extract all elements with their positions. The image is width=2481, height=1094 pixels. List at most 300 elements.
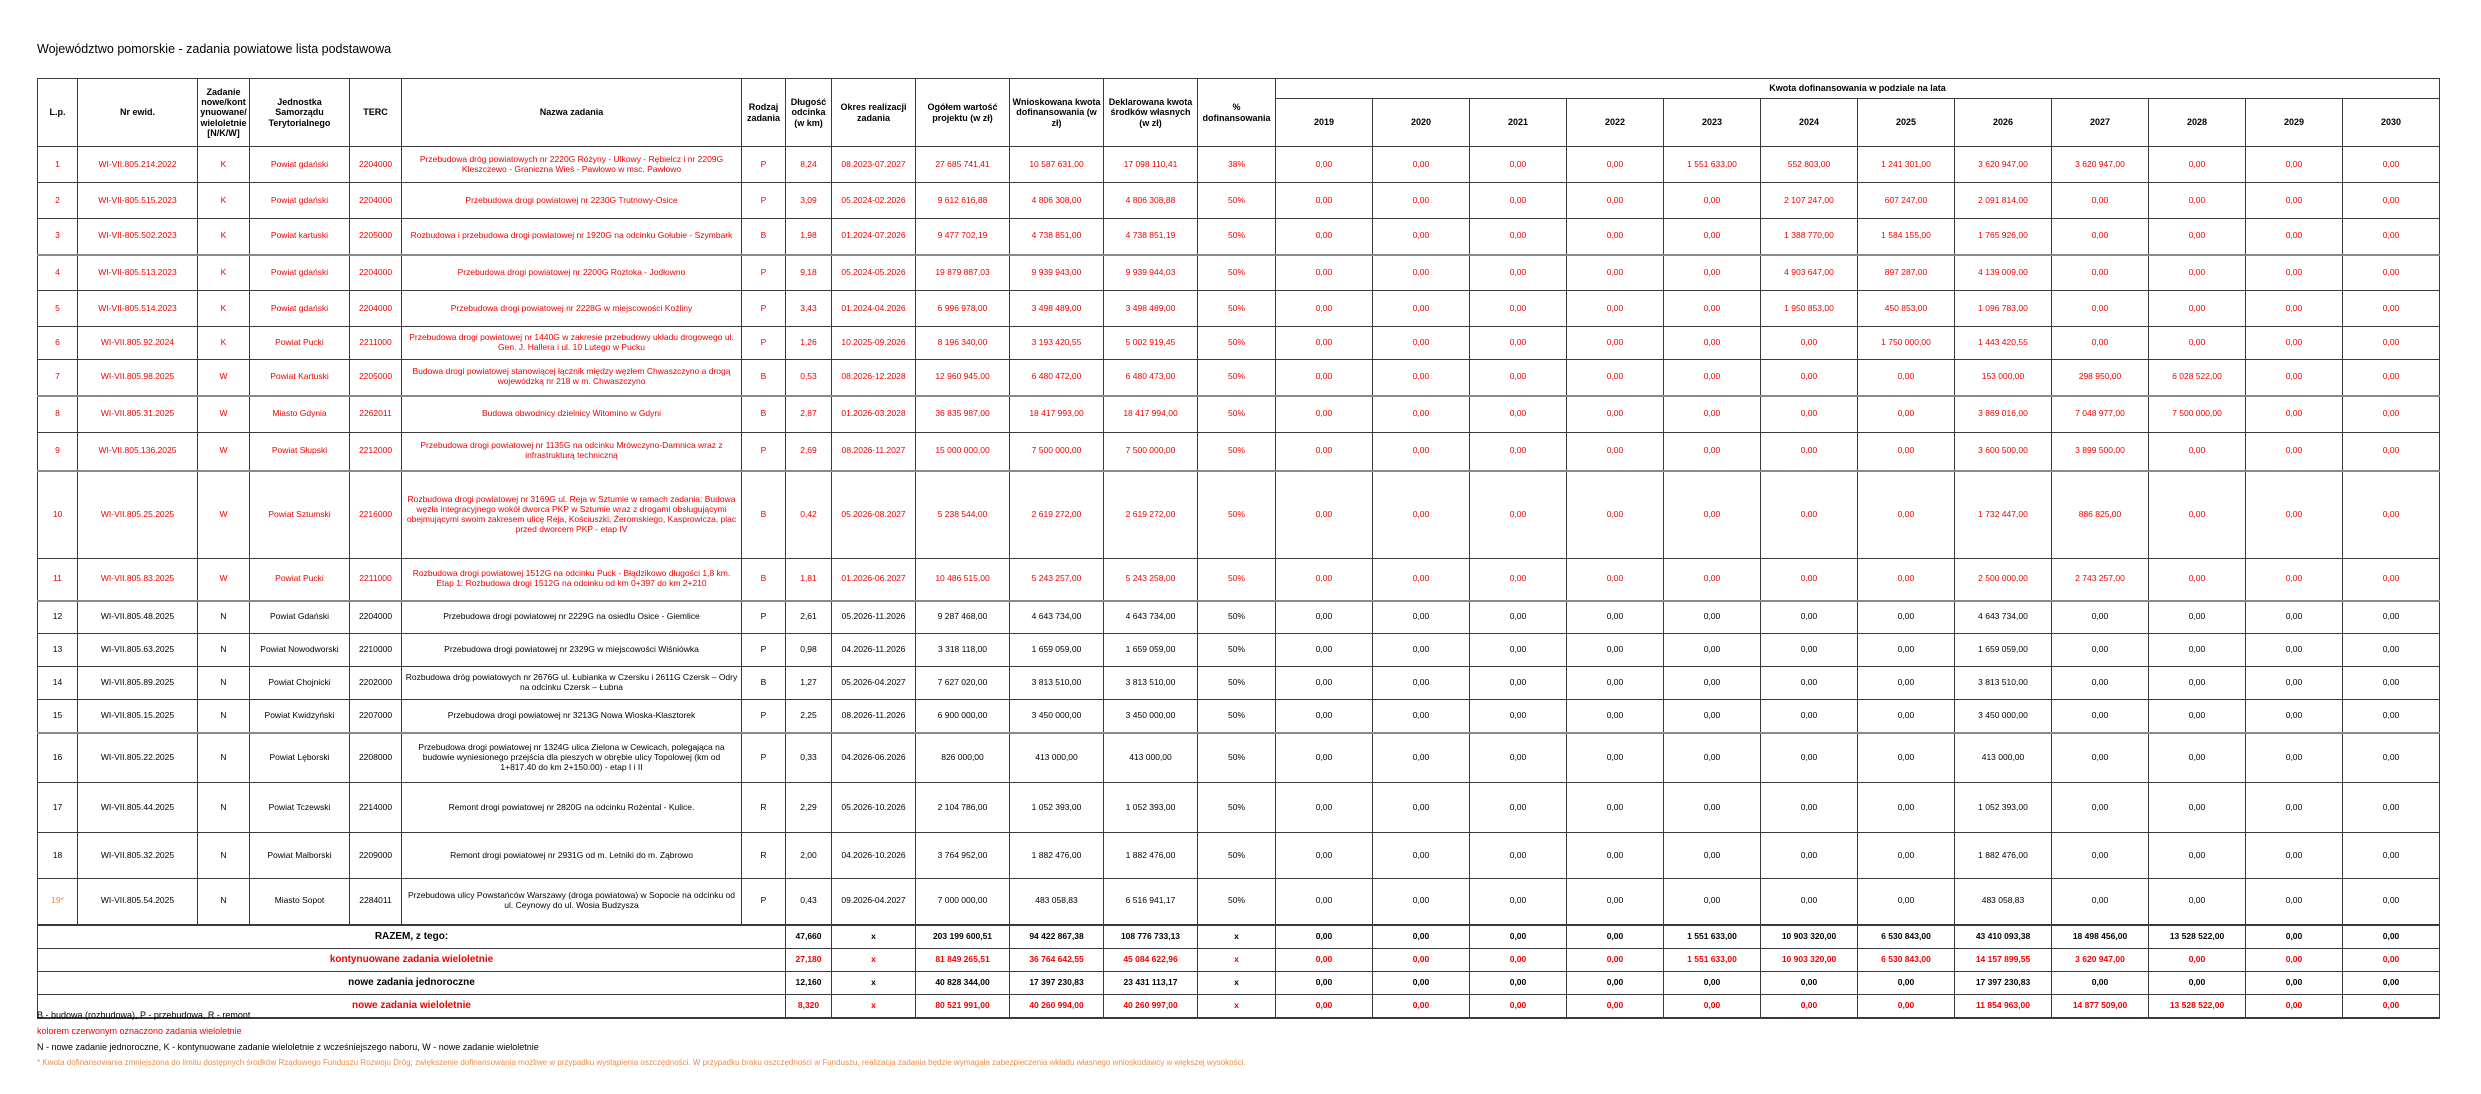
cell-year-2026: 1 052 393,00 <box>1955 783 2052 833</box>
cell-length: 9,18 <box>786 255 832 291</box>
cell-own-funds: 1 052 393,00 <box>1104 783 1198 833</box>
cell-total-value: 40 828 344,00 <box>916 971 1010 994</box>
table-row <box>38 255 2440 291</box>
table-row <box>38 433 2440 471</box>
cell-year-2023: 0,00 <box>1664 255 1761 291</box>
cell-jst: Powiat Nowodworski <box>250 634 350 667</box>
cell-period: 08.2026-11.2026 <box>832 700 916 733</box>
cell-year-2022: 0,00 <box>1567 733 1664 783</box>
cell-requested-funding: 4 806 308,00 <box>1010 183 1104 219</box>
cell-total-value: 81 849 265,51 <box>916 948 1010 971</box>
cell-year-2023: 0,00 <box>1664 291 1761 327</box>
cell-task-name: Remont drogi powiatowej nr 2820G na odcinku Rożental - Kulice. <box>402 783 742 833</box>
cell-length: 2,00 <box>786 833 832 879</box>
cell-funding-pct: 50% <box>1198 183 1276 219</box>
cell-year-2030: 0,00 <box>2343 219 2440 255</box>
cell-year-2019: 0,00 <box>1276 255 1373 291</box>
table-row <box>38 601 2440 634</box>
col-header-task-kind: Rodzaj zadania <box>742 79 786 147</box>
cell-total-value: 10 486 515,00 <box>916 559 1010 601</box>
cell-year-2026: 153 000,00 <box>1955 360 2052 396</box>
cell-year-2026: 3 600 500,00 <box>1955 433 2052 471</box>
cell-year-2023: 0,00 <box>1664 733 1761 783</box>
cell-terc: 2212000 <box>350 433 402 471</box>
cell-year-2029: 0,00 <box>2246 219 2343 255</box>
cell-year-2028: 0,00 <box>2149 971 2246 994</box>
cell-year-2019: 0,00 <box>1276 994 1373 1018</box>
cell-total-value: 27 685 741,41 <box>916 147 1010 183</box>
cell-year-2025: 0,00 <box>1858 733 1955 783</box>
cell-year-2027: 2 743 257,00 <box>2052 559 2149 601</box>
cell-year-2028: 13 528 522,00 <box>2149 925 2246 949</box>
cell-year-2028: 0,00 <box>2149 879 2246 925</box>
cell-year-2020: 0,00 <box>1373 601 1470 634</box>
cell-year-2025: 0,00 <box>1858 559 1955 601</box>
cell-requested-funding: 4 738 851,00 <box>1010 219 1104 255</box>
col-header-terc: TERC <box>350 79 402 147</box>
col-header-year-2022: 2022 <box>1567 99 1664 147</box>
cell-task-name: Przebudowa drogi powiatowej nr 3213G Nowa Wioska-Klasztorek <box>402 700 742 733</box>
col-header-funding-pct: % dofinansowania <box>1198 79 1276 147</box>
cell-task-kind: P <box>742 327 786 360</box>
table-row <box>38 733 2440 783</box>
cell-period: 05.2026-11.2026 <box>832 601 916 634</box>
cell-total-value: 5 238 544,00 <box>916 471 1010 559</box>
cell-year-2026: 483 058,83 <box>1955 879 2052 925</box>
summary-label: nowe zadania jednoroczne <box>38 971 786 994</box>
cell-period: 04.2026-06.2026 <box>832 733 916 783</box>
cell-task-name: Przebudowa drogi powiatowej nr 2200G Roztoka - Jodłowno <box>402 255 742 291</box>
cell-lp: 9 <box>38 433 78 471</box>
cell-year-2019: 0,00 <box>1276 183 1373 219</box>
cell-year-2019: 0,00 <box>1276 667 1373 700</box>
cell-year-2019: 0,00 <box>1276 733 1373 783</box>
cell-jst: Powiat Pucki <box>250 559 350 601</box>
cell-year-2028: 0,00 <box>2149 559 2246 601</box>
cell-year-2026: 4 643 734,00 <box>1955 601 2052 634</box>
cell-requested-funding: 2 619 272,00 <box>1010 471 1104 559</box>
cell-own-funds: 17 098 110,41 <box>1104 147 1198 183</box>
cell-year-2027: 0,00 <box>2052 327 2149 360</box>
cell-year-2027: 0,00 <box>2052 783 2149 833</box>
cell-total-value: 12 960 945,00 <box>916 360 1010 396</box>
cell-nkw: W <box>198 360 250 396</box>
table-row <box>38 667 2440 700</box>
col-header-nkw: Zadanie nowe/kontynuowane/wieloletnie [N/K/W] <box>198 79 250 147</box>
summary-label: kontynuowane zadania wieloletnie <box>38 948 786 971</box>
cell-year-2028: 0,00 <box>2149 634 2246 667</box>
cell-year-2025: 6 530 843,00 <box>1858 948 1955 971</box>
cell-period: 05.2026-08.2027 <box>832 471 916 559</box>
cell-funding-pct: 50% <box>1198 291 1276 327</box>
cell-year-2019: 0,00 <box>1276 219 1373 255</box>
cell-requested-funding: 483 058,83 <box>1010 879 1104 925</box>
cell-period: x <box>832 948 916 971</box>
cell-ewid: WI-VII.805.98.2025 <box>78 360 198 396</box>
cell-own-funds: 18 417 994,00 <box>1104 396 1198 433</box>
cell-length: 8,24 <box>786 147 832 183</box>
cell-year-2019: 0,00 <box>1276 601 1373 634</box>
cell-period: 05.2026-10.2026 <box>832 783 916 833</box>
cell-year-2024: 1 950 853,00 <box>1761 291 1858 327</box>
cell-year-2029: 0,00 <box>2246 783 2343 833</box>
cell-year-2030: 0,00 <box>2343 971 2440 994</box>
cell-year-2022: 0,00 <box>1567 396 1664 433</box>
cell-year-2020: 0,00 <box>1373 879 1470 925</box>
summary-row <box>38 971 2440 994</box>
table-row <box>38 183 2440 219</box>
cell-length: 2,61 <box>786 601 832 634</box>
cell-year-2021: 0,00 <box>1470 327 1567 360</box>
cell-year-2021: 0,00 <box>1470 634 1567 667</box>
cell-year-2021: 0,00 <box>1470 183 1567 219</box>
cell-jst: Powiat gdański <box>250 255 350 291</box>
cell-year-2021: 0,00 <box>1470 667 1567 700</box>
table-row <box>38 700 2440 733</box>
cell-year-2026: 3 450 000,00 <box>1955 700 2052 733</box>
cell-year-2026: 3 620 947,00 <box>1955 147 2052 183</box>
col-header-year-2024: 2024 <box>1761 99 1858 147</box>
cell-task-name: Przebudowa drogi powiatowej nr 2329G w miejscowości Wiśniówka <box>402 634 742 667</box>
cell-year-2022: 0,00 <box>1567 833 1664 879</box>
cell-year-2024: 4 903 647,00 <box>1761 255 1858 291</box>
footnote-1: B - budowa (rozbudowa), P - przebudowa, R - remont <box>37 1010 251 1020</box>
cell-task-kind: P <box>742 634 786 667</box>
cell-year-2022: 0,00 <box>1567 601 1664 634</box>
cell-year-2027: 0,00 <box>2052 291 2149 327</box>
cell-year-2024: 2 107 247,00 <box>1761 183 1858 219</box>
cell-year-2029: 0,00 <box>2246 925 2343 949</box>
cell-task-kind: P <box>742 733 786 783</box>
cell-nkw: N <box>198 733 250 783</box>
cell-funding-pct: x <box>1198 925 1276 949</box>
cell-jst: Miasto Sopot <box>250 879 350 925</box>
cell-own-funds: 23 431 113,17 <box>1104 971 1198 994</box>
cell-year-2029: 0,00 <box>2246 833 2343 879</box>
cell-year-2019: 0,00 <box>1276 147 1373 183</box>
cell-requested-funding: 4 643 734,00 <box>1010 601 1104 634</box>
cell-own-funds: 6 516 941,17 <box>1104 879 1198 925</box>
cell-own-funds: 9 939 944,03 <box>1104 255 1198 291</box>
cell-year-2030: 0,00 <box>2343 360 2440 396</box>
cell-own-funds: 3 813 510,00 <box>1104 667 1198 700</box>
cell-ewid: WI-VII.805.89.2025 <box>78 667 198 700</box>
cell-year-2022: 0,00 <box>1567 147 1664 183</box>
cell-lp: 14 <box>38 667 78 700</box>
cell-year-2020: 0,00 <box>1373 971 1470 994</box>
cell-task-name: Przebudowa drogi powiatowej nr 1135G na odcinku Mrówczyno-Damnica wraz z infrastrukturą techniczną <box>402 433 742 471</box>
cell-own-funds: 4 806 308,88 <box>1104 183 1198 219</box>
cell-year-2020: 0,00 <box>1373 833 1470 879</box>
cell-period: 08.2023-07.2027 <box>832 147 916 183</box>
cell-ewid: WI-VII.805.22.2025 <box>78 733 198 783</box>
cell-year-2020: 0,00 <box>1373 783 1470 833</box>
cell-requested-funding: 3 450 000,00 <box>1010 700 1104 733</box>
cell-year-2027: 0,00 <box>2052 733 2149 783</box>
cell-year-2026: 14 157 899,55 <box>1955 948 2052 971</box>
cell-year-2026: 413 000,00 <box>1955 733 2052 783</box>
table-row <box>38 833 2440 879</box>
footnote-2: kolorem czerwonym oznaczono zadania wieloletnie <box>37 1026 242 1036</box>
cell-year-2022: 0,00 <box>1567 183 1664 219</box>
col-header-year-2026: 2026 <box>1955 99 2052 147</box>
cell-year-2026: 4 139 009,00 <box>1955 255 2052 291</box>
cell-nkw: K <box>198 327 250 360</box>
cell-funding-pct: 50% <box>1198 733 1276 783</box>
cell-year-2020: 0,00 <box>1373 255 1470 291</box>
cell-year-2029: 0,00 <box>2246 291 2343 327</box>
cell-year-2028: 0,00 <box>2149 291 2246 327</box>
cell-year-2028: 0,00 <box>2149 471 2246 559</box>
cell-year-2025: 0,00 <box>1858 471 1955 559</box>
cell-year-2025: 0,00 <box>1858 971 1955 994</box>
cell-year-2021: 0,00 <box>1470 879 1567 925</box>
cell-task-name: Rozbudowa i przebudowa drogi powiatowej nr 1920G na odcinku Gołubie - Szymbark <box>402 219 742 255</box>
cell-length: 2,25 <box>786 700 832 733</box>
cell-nkw: K <box>198 147 250 183</box>
cell-year-2024: 0,00 <box>1761 833 1858 879</box>
col-header-jst: Jednostka Samorządu Terytorialnego <box>250 79 350 147</box>
cell-year-2026: 2 500 000,00 <box>1955 559 2052 601</box>
cell-own-funds: 1 659 059,00 <box>1104 634 1198 667</box>
cell-ewid: WI-VII.805.44.2025 <box>78 783 198 833</box>
cell-year-2026: 17 397 230,83 <box>1955 971 2052 994</box>
cell-year-2023: 0,00 <box>1664 833 1761 879</box>
cell-year-2029: 0,00 <box>2246 360 2343 396</box>
cell-terc: 2214000 <box>350 783 402 833</box>
footnotes <box>37 1010 2437 1073</box>
cell-task-kind: R <box>742 833 786 879</box>
cell-own-funds: 6 480 473,00 <box>1104 360 1198 396</box>
cell-task-name: Przebudowa drogi powiatowej nr 1440G w zakresie przebudowy układu drogowego ul. Gen. J. Hallera i ul. 10 Lutego w Pucku <box>402 327 742 360</box>
cell-year-2024: 0,00 <box>1761 601 1858 634</box>
cell-lp: 17 <box>38 783 78 833</box>
cell-year-2028: 0,00 <box>2149 147 2246 183</box>
cell-year-2024: 0,00 <box>1761 994 1858 1018</box>
cell-year-2020: 0,00 <box>1373 183 1470 219</box>
cell-year-2028: 0,00 <box>2149 433 2246 471</box>
cell-year-2019: 0,00 <box>1276 327 1373 360</box>
cell-funding-pct: 50% <box>1198 559 1276 601</box>
cell-year-2023: 0,00 <box>1664 700 1761 733</box>
cell-own-funds: 108 776 733,13 <box>1104 925 1198 949</box>
cell-year-2022: 0,00 <box>1567 471 1664 559</box>
cell-year-2022: 0,00 <box>1567 255 1664 291</box>
cell-terc: 2204000 <box>350 601 402 634</box>
cell-lp: 1 <box>38 147 78 183</box>
cell-year-2022: 0,00 <box>1567 433 1664 471</box>
cell-funding-pct: 50% <box>1198 700 1276 733</box>
cell-jst: Powiat Słupski <box>250 433 350 471</box>
cell-year-2024: 552 803,00 <box>1761 147 1858 183</box>
cell-own-funds: 3 450 000,00 <box>1104 700 1198 733</box>
cell-terc: 2284011 <box>350 879 402 925</box>
cell-requested-funding: 1 659 059,00 <box>1010 634 1104 667</box>
cell-funding-pct: 50% <box>1198 601 1276 634</box>
cell-nkw: N <box>198 634 250 667</box>
cell-total-value: 6 996 978,00 <box>916 291 1010 327</box>
cell-requested-funding: 40 260 994,00 <box>1010 994 1104 1018</box>
cell-jst: Miasto Gdynia <box>250 396 350 433</box>
table-row <box>38 327 2440 360</box>
cell-year-2020: 0,00 <box>1373 219 1470 255</box>
col-header-year-2029: 2029 <box>2246 99 2343 147</box>
cell-year-2029: 0,00 <box>2246 879 2343 925</box>
cell-own-funds: 4 643 734,00 <box>1104 601 1198 634</box>
cell-length: 1,26 <box>786 327 832 360</box>
cell-ewid: WI-VII-805.502.2023 <box>78 219 198 255</box>
cell-ewid: WI-VII.805.48.2025 <box>78 601 198 634</box>
cell-year-2028: 0,00 <box>2149 733 2246 783</box>
cell-year-2027: 0,00 <box>2052 255 2149 291</box>
cell-total-value: 826 000,00 <box>916 733 1010 783</box>
cell-year-2021: 0,00 <box>1470 291 1567 327</box>
cell-own-funds: 413 000,00 <box>1104 733 1198 783</box>
cell-terc: 2211000 <box>350 559 402 601</box>
cell-year-2024: 0,00 <box>1761 879 1858 925</box>
cell-year-2021: 0,00 <box>1470 471 1567 559</box>
cell-year-2019: 0,00 <box>1276 879 1373 925</box>
cell-jst: Powiat gdański <box>250 291 350 327</box>
cell-year-2025: 0,00 <box>1858 994 1955 1018</box>
cell-lp: 4 <box>38 255 78 291</box>
cell-year-2029: 0,00 <box>2246 471 2343 559</box>
cell-task-name: Przebudowa drogi powiatowej nr 2229G na osiedlu Osice - Giemlice <box>402 601 742 634</box>
cell-total-value: 80 521 991,00 <box>916 994 1010 1018</box>
cell-year-2024: 0,00 <box>1761 327 1858 360</box>
cell-year-2029: 0,00 <box>2246 433 2343 471</box>
cell-length: 47,660 <box>786 925 832 949</box>
cell-year-2020: 0,00 <box>1373 396 1470 433</box>
cell-length: 2,29 <box>786 783 832 833</box>
cell-year-2023: 0,00 <box>1664 327 1761 360</box>
cell-own-funds: 1 882 476,00 <box>1104 833 1198 879</box>
cell-year-2029: 0,00 <box>2246 667 2343 700</box>
cell-year-2019: 0,00 <box>1276 783 1373 833</box>
cell-year-2020: 0,00 <box>1373 291 1470 327</box>
cell-funding-pct: 50% <box>1198 255 1276 291</box>
cell-terc: 2262011 <box>350 396 402 433</box>
cell-funding-pct: 50% <box>1198 433 1276 471</box>
cell-year-2019: 0,00 <box>1276 360 1373 396</box>
cell-year-2029: 0,00 <box>2246 994 2343 1018</box>
cell-year-2029: 0,00 <box>2246 700 2343 733</box>
cell-year-2023: 0,00 <box>1664 667 1761 700</box>
cell-nkw: K <box>198 255 250 291</box>
table-row <box>38 291 2440 327</box>
cell-funding-pct: 50% <box>1198 360 1276 396</box>
cell-year-2019: 0,00 <box>1276 634 1373 667</box>
cell-period: 04.2026-10.2026 <box>832 833 916 879</box>
col-header-year-2019: 2019 <box>1276 99 1373 147</box>
cell-year-2025: 0,00 <box>1858 396 1955 433</box>
cell-year-2019: 0,00 <box>1276 948 1373 971</box>
footnote-4: * Kwota dofinansowania zmniejszona do limitu dostępnych środków Rządowego Funduszu Rozwoju Dróg; zwiększenie dofinansowania możliwe w przypadku wystąpienia oszczędności. W przypadku braku oszczędności w Funduszu, realizacja zadania będzie wymagała zabezpieczenia wkładu własnego wnioskodawcy w większej wysokości. <box>37 1058 1246 1067</box>
cell-year-2023: 0,00 <box>1664 783 1761 833</box>
cell-year-2022: 0,00 <box>1567 925 1664 949</box>
cell-requested-funding: 3 193 420,55 <box>1010 327 1104 360</box>
cell-ewid: WI-VII.805.63.2025 <box>78 634 198 667</box>
cell-year-2030: 0,00 <box>2343 396 2440 433</box>
cell-total-value: 8 196 340,00 <box>916 327 1010 360</box>
table-body <box>38 147 2440 1018</box>
cell-year-2021: 0,00 <box>1470 396 1567 433</box>
cell-period: x <box>832 925 916 949</box>
cell-year-2020: 0,00 <box>1373 471 1470 559</box>
cell-terc: 2204000 <box>350 255 402 291</box>
cell-year-2028: 6 028 522,00 <box>2149 360 2246 396</box>
cell-year-2028: 0,00 <box>2149 948 2246 971</box>
cell-year-2026: 2 091 814,00 <box>1955 183 2052 219</box>
cell-year-2025: 0,00 <box>1858 360 1955 396</box>
cell-length: 3,09 <box>786 183 832 219</box>
cell-lp: 16 <box>38 733 78 783</box>
cell-year-2023: 1 551 633,00 <box>1664 147 1761 183</box>
cell-year-2019: 0,00 <box>1276 433 1373 471</box>
cell-year-2023: 0,00 <box>1664 396 1761 433</box>
cell-task-kind: P <box>742 183 786 219</box>
cell-requested-funding: 5 243 257,00 <box>1010 559 1104 601</box>
cell-year-2026: 1 765 926,00 <box>1955 219 2052 255</box>
cell-period: 09.2026-04.2027 <box>832 879 916 925</box>
cell-own-funds: 5 002 919,45 <box>1104 327 1198 360</box>
cell-lp: 12 <box>38 601 78 634</box>
cell-year-2024: 0,00 <box>1761 783 1858 833</box>
cell-requested-funding: 6 480 472,00 <box>1010 360 1104 396</box>
cell-ewid: WI-VII.805.15.2025 <box>78 700 198 733</box>
cell-year-2020: 0,00 <box>1373 559 1470 601</box>
cell-year-2021: 0,00 <box>1470 833 1567 879</box>
col-header-year-2028: 2028 <box>2149 99 2246 147</box>
cell-ewid: WI-VII-805.514.2023 <box>78 291 198 327</box>
col-header-year-2023: 2023 <box>1664 99 1761 147</box>
cell-terc: 2204000 <box>350 291 402 327</box>
cell-year-2024: 0,00 <box>1761 559 1858 601</box>
col-header-year-2025: 2025 <box>1858 99 1955 147</box>
cell-year-2024: 0,00 <box>1761 360 1858 396</box>
cell-year-2027: 0,00 <box>2052 634 2149 667</box>
cell-year-2019: 0,00 <box>1276 559 1373 601</box>
cell-year-2020: 0,00 <box>1373 360 1470 396</box>
cell-task-kind: B <box>742 667 786 700</box>
cell-year-2030: 0,00 <box>2343 433 2440 471</box>
cell-year-2026: 1 882 476,00 <box>1955 833 2052 879</box>
cell-year-2027: 0,00 <box>2052 601 2149 634</box>
cell-year-2020: 0,00 <box>1373 327 1470 360</box>
cell-terc: 2205000 <box>350 360 402 396</box>
cell-funding-pct: 50% <box>1198 327 1276 360</box>
cell-nkw: N <box>198 601 250 634</box>
cell-jst: Powiat Malborski <box>250 833 350 879</box>
cell-requested-funding: 17 397 230,83 <box>1010 971 1104 994</box>
cell-year-2030: 0,00 <box>2343 327 2440 360</box>
cell-terc: 2202000 <box>350 667 402 700</box>
cell-year-2030: 0,00 <box>2343 255 2440 291</box>
cell-task-name: Przebudowa drogi powiatowej nr 2228G w miejscowości Koźliny <box>402 291 742 327</box>
cell-task-name: Rozbudowa drogi powiatowej 1512G na odcinku Puck - Błądzikowo długości 1,8 km. Etap 1: Rozbudowa drogi 1512G na odcinku od km 0+397 do km 2+210 <box>402 559 742 601</box>
cell-year-2024: 0,00 <box>1761 971 1858 994</box>
cell-year-2025: 0,00 <box>1858 833 1955 879</box>
cell-year-2020: 0,00 <box>1373 994 1470 1018</box>
cell-year-2030: 0,00 <box>2343 700 2440 733</box>
cell-length: 0,33 <box>786 733 832 783</box>
cell-lp: 6 <box>38 327 78 360</box>
cell-year-2027: 18 498 456,00 <box>2052 925 2149 949</box>
cell-year-2030: 0,00 <box>2343 833 2440 879</box>
cell-year-2029: 0,00 <box>2246 396 2343 433</box>
cell-task-name: Przebudowa dróg powiatowych nr 2220G Różyny - Ulkowy - Rębielcz i nr 2209G Kleszczewo - Graniczna Wieś - Pawłowo w msc. Pawłowo <box>402 147 742 183</box>
cell-year-2030: 0,00 <box>2343 559 2440 601</box>
